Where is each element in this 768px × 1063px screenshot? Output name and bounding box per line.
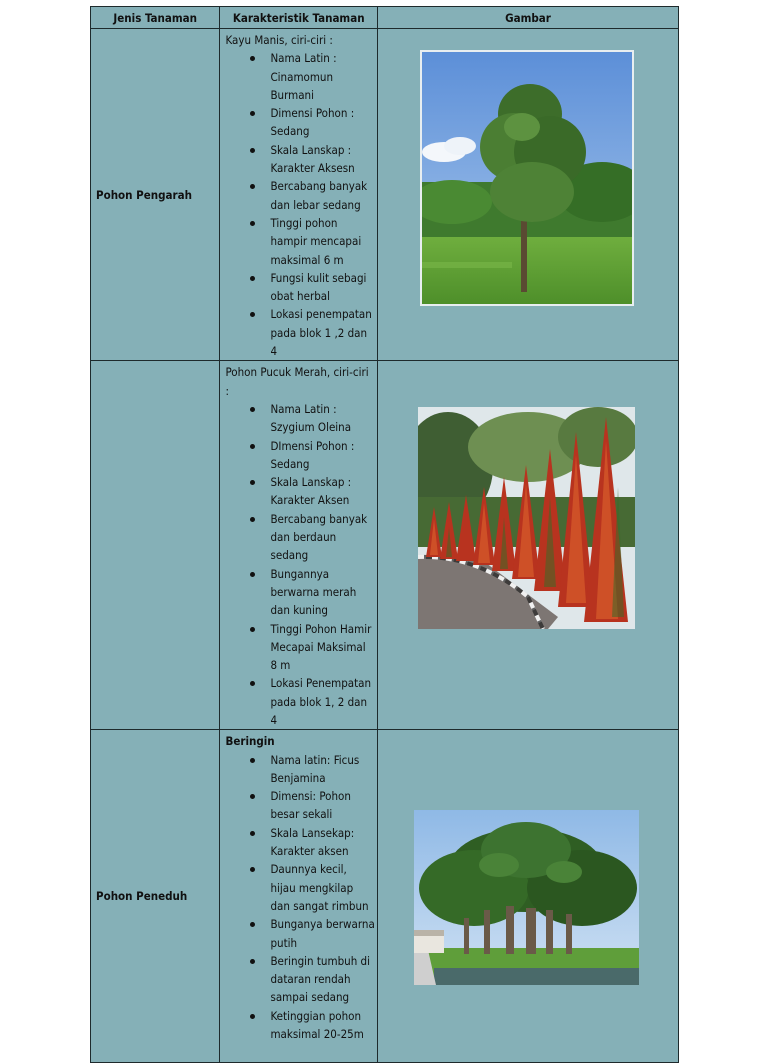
table-row xyxy=(91,29,679,361)
jenis-tanaman-cell: Pohon Pengarah xyxy=(91,29,220,361)
karakteristik-cell xyxy=(220,730,378,1063)
table-row xyxy=(91,361,679,730)
table-header-row xyxy=(91,7,679,29)
list-item: Dimensi Pohon : Sedang xyxy=(270,104,375,141)
gambar-cell xyxy=(377,730,678,1063)
characteristic-list xyxy=(225,49,375,360)
list-item: DImensi Pohon : Sedang xyxy=(270,437,375,474)
header-karakteristik: Karakteristik Tanaman xyxy=(220,7,378,29)
characteristic-list xyxy=(225,751,375,1044)
list-item: Skala Lanskap : Karakter Aksesn xyxy=(270,141,375,178)
gambar-cell xyxy=(377,361,678,730)
karakteristik-cell xyxy=(220,361,378,730)
list-item: Bunganya berwarna putih xyxy=(270,915,375,952)
gambar-cell xyxy=(377,29,678,361)
kayu-manis-tree-photo xyxy=(420,50,634,306)
header-jenis: Jenis Tanaman xyxy=(91,7,220,29)
plant-title: Beringin xyxy=(225,734,275,749)
list-item: Bercabang banyak dan berdaun sedang xyxy=(270,510,375,565)
jenis-tanaman-cell: Pohon Peneduh xyxy=(91,730,220,1063)
list-item: Nama Latin : Szygium Oleina xyxy=(270,400,375,437)
list-item: Nama latin: Ficus Benjamina xyxy=(270,751,375,788)
plant-title: Kayu Manis, ciri-ciri : xyxy=(225,33,333,47)
list-item: Beringin tumbuh di dataran rendah sampai sedang xyxy=(270,952,375,1007)
list-item: Nama Latin : Cinamomun Burmani xyxy=(270,49,375,104)
header-gambar: Gambar xyxy=(377,7,678,29)
karakteristik-cell xyxy=(220,29,378,361)
list-item: Ketinggian pohon maksimal 20-25m xyxy=(270,1007,375,1044)
jenis-tanaman-cell xyxy=(91,361,220,730)
list-item: Bercabang banyak dan lebar sedang xyxy=(270,177,375,214)
characteristic-list xyxy=(225,400,375,729)
list-item: Tinggi pohon hampir mencapai maksimal 6 m xyxy=(270,214,375,269)
list-item: Dimensi: Pohon besar sekali xyxy=(270,787,375,824)
plant-title: Pohon Pucuk Merah, ciri-ciri : xyxy=(225,365,369,398)
list-item: Skala Lanskap : Karakter Aksen xyxy=(270,473,375,510)
list-item: Lokasi Penempatan pada blok 1, 2 dan 4 xyxy=(270,674,375,729)
plant-table xyxy=(90,6,679,1063)
beringin-tree-photo xyxy=(414,810,639,985)
list-item: Daunnya kecil, hijau mengkilap dan sangat rimbun xyxy=(270,860,375,915)
list-item: Skala Lansekap: Karakter aksen xyxy=(270,824,375,861)
pucuk-merah-hedge-photo xyxy=(418,407,635,629)
list-item: Lokasi penempatan pada blok 1 ,2 dan 4 xyxy=(270,305,375,360)
list-item: Tinggi Pohon Hamir Mecapai Maksimal 8 m xyxy=(270,620,375,675)
list-item: Bungannya berwarna merah dan kuning xyxy=(270,565,375,620)
list-item: Fungsi kulit sebagi obat herbal xyxy=(270,269,375,306)
table-row xyxy=(91,730,679,1063)
